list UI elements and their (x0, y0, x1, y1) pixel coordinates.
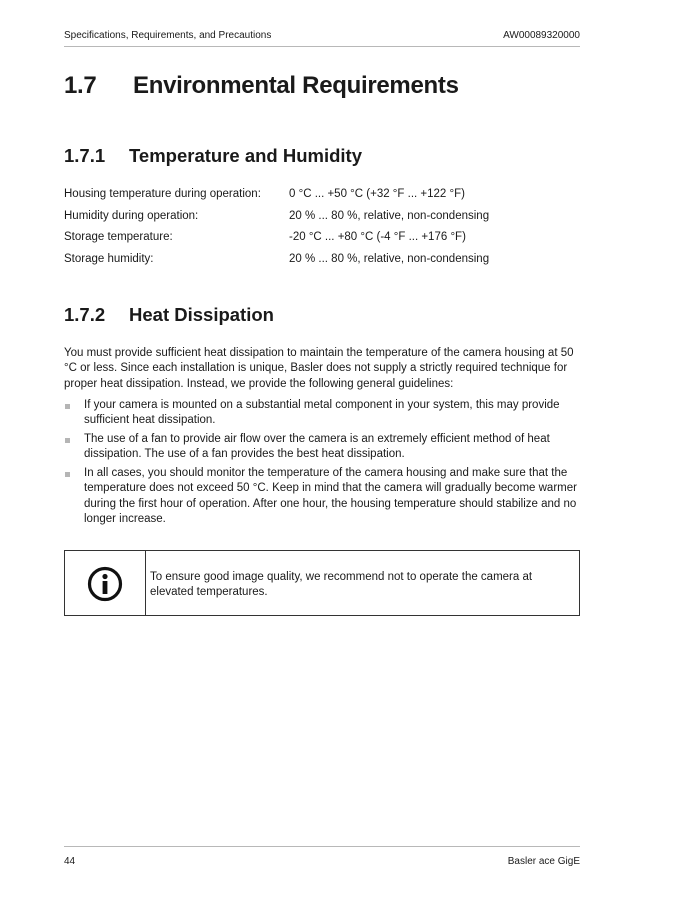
spec-value: 0 °C ... +50 °C (+32 °F ... +122 °F) (289, 188, 465, 200)
subsection-heading-heat (64, 304, 274, 326)
subsection-heading-temperature (64, 145, 362, 167)
spec-label: Storage humidity: (64, 253, 154, 266)
note-icon-cell (65, 551, 146, 615)
section-title: Environmental Requirements (133, 72, 459, 99)
note-box (64, 550, 580, 616)
list-item (64, 398, 584, 429)
list-item (64, 432, 584, 463)
note-text: To ensure good image quality, we recommend not to operate the camera at elevated temperatures. (150, 571, 533, 599)
spec-value: 20 % ... 80 %, relative, non-condensing (289, 209, 490, 222)
header-chapter-title: Specifications, Requirements, and Precautions (64, 30, 272, 41)
guidelines-list (64, 398, 584, 531)
subsection-number: 1.7.1 (64, 145, 106, 166)
list-item-text: The use of a fan to provide air flow over the camera is an extremely efficient method of heat dissipation. The use of a fan provides the best heat dissipation. (84, 433, 550, 461)
list-item-text: In all cases, you should monitor the temperature of the camera housing and make sure that the temperature does not exceed 50 °C. Keep in mind that the camera will gradually become warmer during the first hour of operation. After one hour, the housing temperature should stabilize and no longer increase. (84, 467, 577, 526)
section-number: 1.7 (64, 72, 97, 99)
subsection-title: Heat Dissipation (129, 304, 274, 325)
bullet-square-icon (65, 438, 70, 443)
heat-intro-paragraph: You must provide sufficient heat dissipation to maintain the temperature of the camera housing at 50 °C or less. Since each installation is unique, Basler does not supply a strictly required technique for proper heat dissipation. Instead, we provide the following general guidelines: (64, 347, 574, 390)
bullet-square-icon (65, 404, 70, 409)
subsection-title: Temperature and Humidity (129, 145, 363, 166)
info-icon (87, 566, 123, 602)
spec-value: -20 °C ... +80 °C (-4 °F ... +176 °F) (289, 231, 466, 244)
spec-label: Humidity during operation: (64, 209, 199, 222)
spec-label: Housing temperature during operation: (64, 188, 261, 200)
section-heading (64, 72, 459, 100)
list-item-text: If your camera is mounted on a substantial metal component in your system, this may provide sufficient heat dissipation. (84, 399, 560, 427)
page-footer (64, 846, 580, 867)
bullet-square-icon (65, 472, 70, 477)
spec-value: 20 % ... 80 %, relative, non-condensing (289, 253, 490, 266)
header-document-id: AW00089320000 (503, 30, 580, 41)
subsection-number: 1.7.2 (64, 304, 106, 325)
list-item (64, 466, 584, 527)
page-header (64, 28, 580, 47)
footer-product-name: Basler ace GigE (507, 856, 580, 867)
spec-label: Storage temperature: (64, 231, 173, 244)
page-number: 44 (64, 856, 76, 867)
